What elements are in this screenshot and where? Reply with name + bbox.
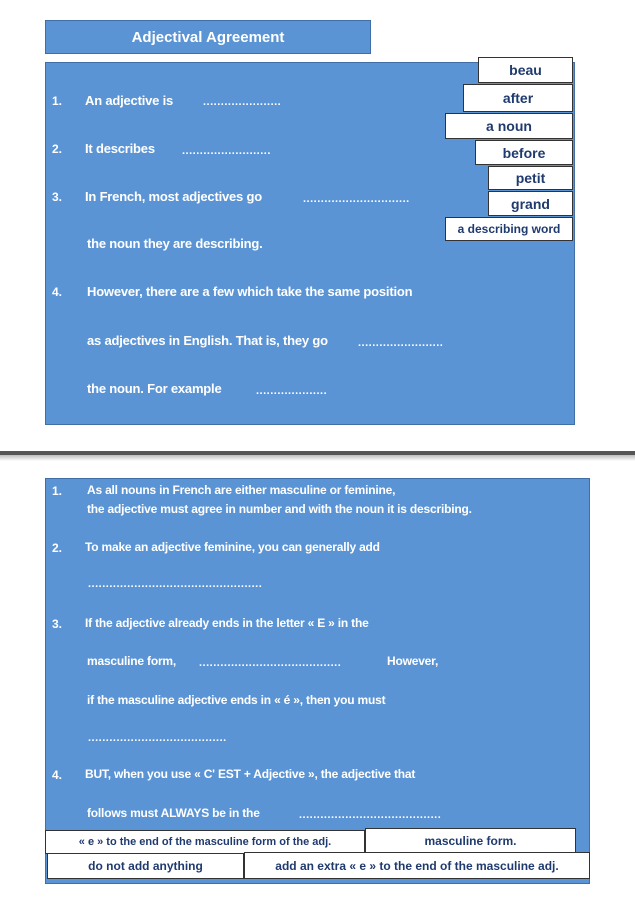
word-card-a-noun[interactable]: a noun (445, 113, 573, 139)
section2-panel (45, 478, 590, 884)
item-text-line2: masculine form, (87, 654, 177, 668)
item-number: 3. (52, 617, 63, 631)
item-text-line2: follows must ALWAYS be in the (87, 806, 260, 820)
blank[interactable]: ...................... (203, 96, 282, 108)
item-text: It describes (85, 141, 155, 156)
word-card-petit[interactable]: petit (488, 166, 573, 190)
page-title: Adjectival Agreement (45, 20, 371, 54)
item-number: 1. (52, 484, 63, 498)
answer-card-do-not-add[interactable]: do not add anything (47, 853, 244, 879)
item-number: 4. (52, 768, 63, 782)
blank[interactable]: ........................................ (299, 809, 442, 821)
item-number: 1. (52, 94, 63, 108)
item-text: As all nouns in French are either masculine or feminine, (87, 483, 396, 497)
item-text: BUT, when you use « C' EST + Adjective », the adjective that (85, 767, 416, 781)
word-card-a-describing-word[interactable]: a describing word (445, 217, 573, 241)
item-number: 4. (52, 285, 63, 299)
item-text-line2: the adjective must agree in number and with the noun it is describing. (87, 502, 472, 516)
item-number: 3. (52, 190, 63, 204)
item-number: 2. (52, 142, 63, 156)
answer-card-add-e[interactable]: « e » to the end of the masculine form of the adj. (45, 830, 365, 854)
word-card-before[interactable]: before (475, 140, 573, 165)
item-text: To make an adjective feminine, you can generally add (85, 540, 380, 554)
word-card-grand[interactable]: grand (488, 191, 573, 216)
item-text: However, there are a few which take the same position (87, 284, 413, 299)
blank[interactable]: .................... (256, 385, 328, 397)
item-text: If the adjective already ends in the letter « E » in the (85, 616, 369, 630)
item-text: In French, most adjectives go (85, 189, 262, 204)
item-text-line3: if the masculine adjective ends in « é », then you must (87, 693, 386, 707)
item-text-line2: as adjectives in English. That is, they go (87, 333, 328, 348)
blank[interactable]: ....................................... (88, 732, 227, 744)
item-text: An adjective is (85, 93, 174, 108)
item-text-line2: the noun they are describing. (87, 236, 263, 251)
answer-card-masculine-form[interactable]: masculine form. (365, 828, 576, 853)
word-card-beau[interactable]: beau (478, 57, 573, 83)
blank[interactable]: ........................................ (199, 657, 342, 669)
item-text-line3: the noun. For example (87, 381, 222, 396)
blank[interactable]: .............................. (303, 193, 410, 205)
blank[interactable]: ......................... (182, 145, 271, 157)
section-divider-shadow (0, 455, 635, 461)
item-number: 2. (52, 541, 63, 555)
item-text-however: However, (387, 654, 439, 668)
blank[interactable]: ........................ (358, 337, 444, 349)
answer-card-extra-e[interactable]: add an extra « e » to the end of the masculine adj. (244, 852, 590, 879)
word-card-after[interactable]: after (463, 84, 573, 112)
blank[interactable]: ................................................. (88, 578, 263, 590)
